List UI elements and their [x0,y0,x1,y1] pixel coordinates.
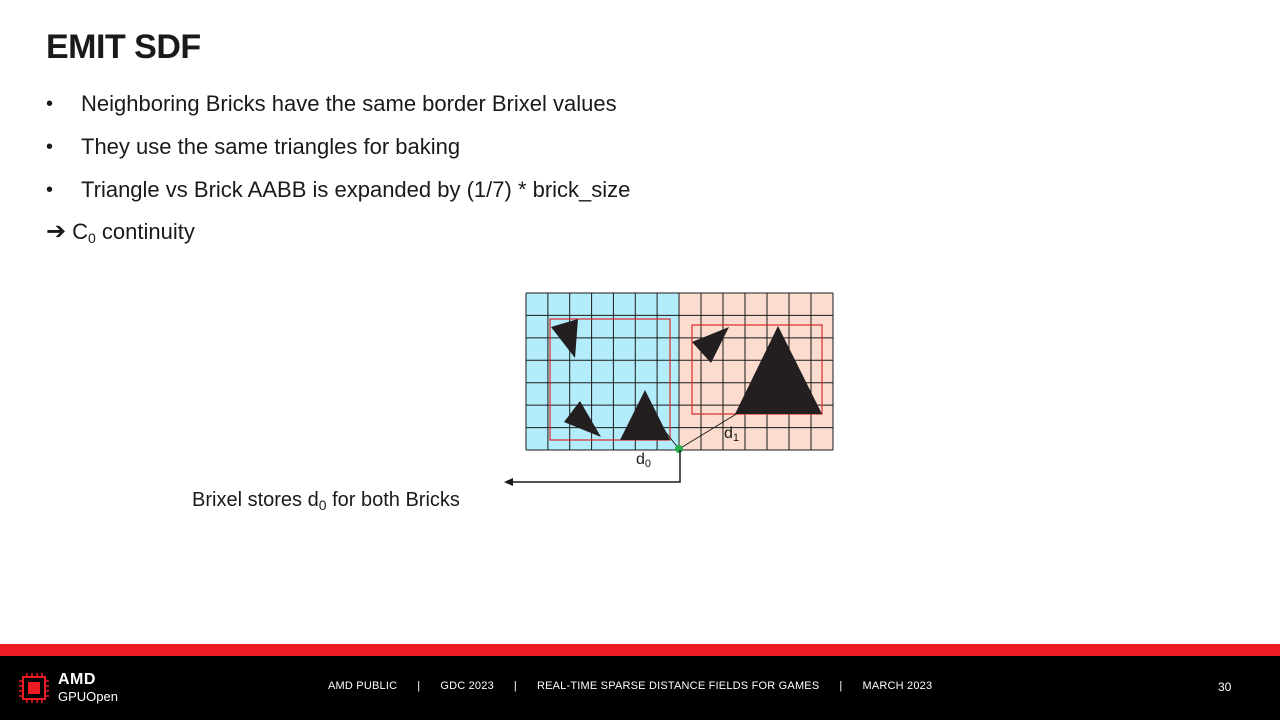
conclusion-subscript: 0 [88,230,96,246]
diagram-caption [192,486,460,519]
chip-icon [18,672,50,704]
slide-footer [0,656,1280,720]
callout-arrowhead [504,478,513,486]
bullet-text: Neighboring Bricks have the same border Brixel values [81,91,617,116]
slide-title: EMIT SDF [46,28,201,66]
caption-subscript: 0 [318,497,327,513]
label-d0: d0 [636,451,652,470]
shared-brixel-point [675,445,683,453]
footer-separator: | [839,680,843,692]
logo-subtext: GPUOpen [58,689,118,704]
caption-suffix: for both Bricks [326,489,460,511]
bullet-dot: • [46,179,54,201]
footer-classification: AMD PUBLIC [328,680,398,692]
callout-connector [512,450,680,482]
label-d1: d1 [724,425,740,444]
footer-date: MARCH 2023 [862,680,933,692]
conclusion-suffix: continuity [95,219,195,244]
footer-talk-title: REAL-TIME SPARSE DISTANCE FIELDS FOR GAMES [536,680,820,692]
footer-separator: | [513,680,517,692]
bullet-text: They use the same triangles for baking [81,134,461,159]
logo-text: AMD [58,671,96,688]
footer-info [328,680,932,692]
bullet-text: Triangle vs Brick AABB is expanded by (1/7) * brick_size [81,177,631,202]
caption-prefix: Brixel stores d [192,489,319,511]
footer-event: GDC 2023 [440,680,494,692]
amd-gpuopen-logo [18,671,128,707]
right-arrow-icon: ➔ [46,218,67,245]
conclusion-prefix: C [72,219,88,244]
bullet-dot: • [46,93,54,115]
footer-accent-strip [0,644,1280,656]
footer-separator: | [417,680,421,692]
page-number: 30 [1218,680,1232,694]
bullet-dot: • [46,136,54,158]
